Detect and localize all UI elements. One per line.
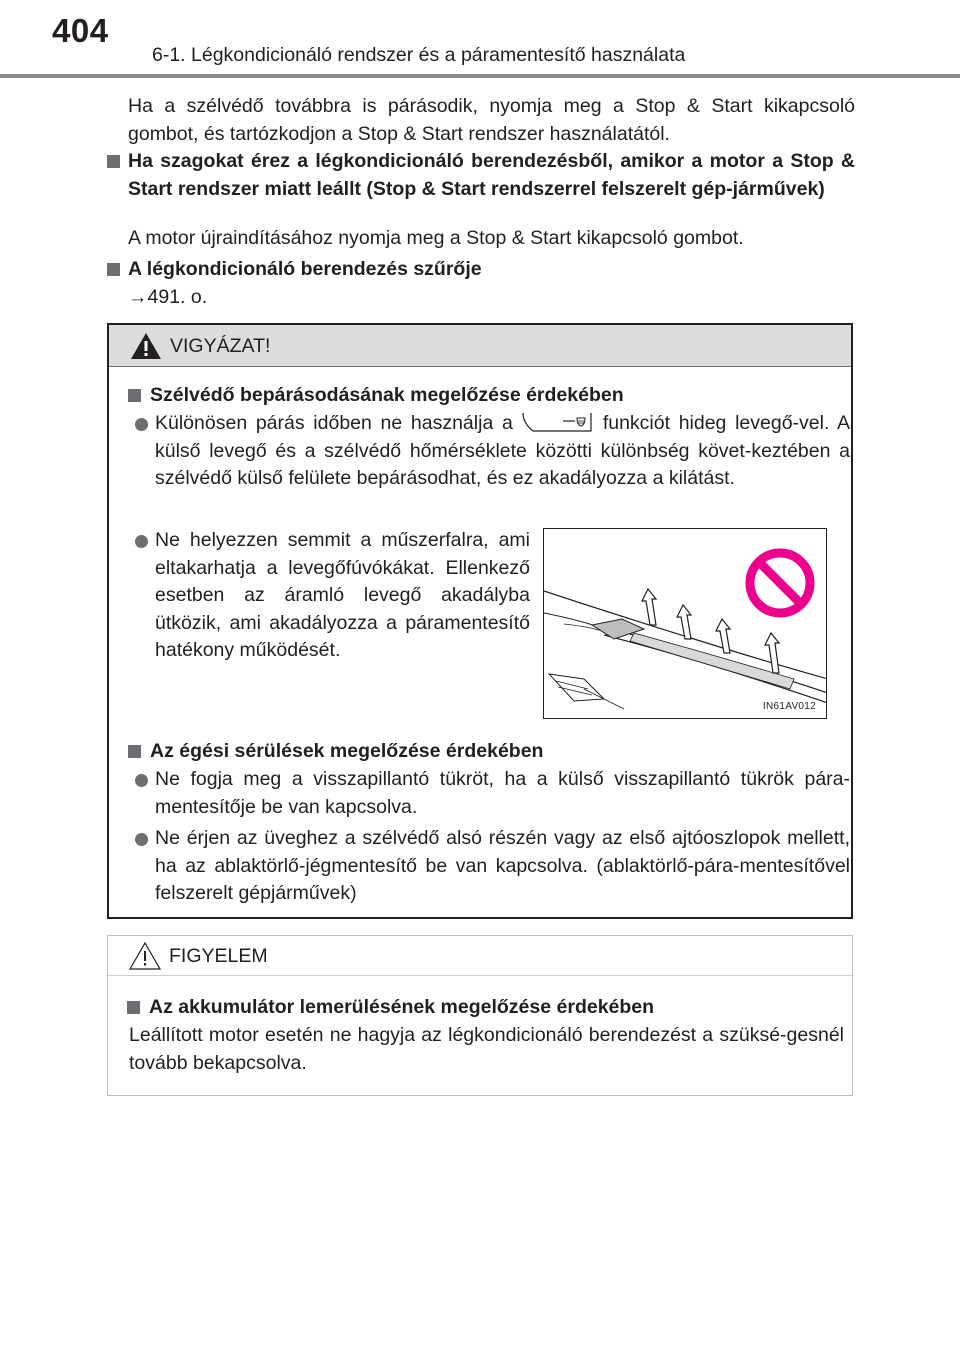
- prohibited-icon: [750, 553, 810, 613]
- item-text-before: Különösen párás időben ne használja a: [155, 412, 513, 434]
- dashboard-vents-drawing: [544, 529, 827, 719]
- round-bullet-icon: [135, 774, 148, 787]
- item-text: Ne fogja meg a visszapillantó tükröt, ha a külső visszapillantó tükrök pára-mentesítője be van kapcsolva.: [155, 768, 850, 818]
- item-text: Ne érjen az üveghez a szélvédő alsó részén vagy az első ajtóoszlopok mellett, ha az ablaktörlő-jégmentesítő be van kapcsolva. (ablaktörlő-pára-mentesítővel felszerelt gépjárművek): [155, 827, 850, 904]
- square-bullet-icon: [107, 155, 120, 168]
- notice-header: [108, 936, 852, 976]
- caution-item-glass: [155, 825, 850, 908]
- caution-group-heading-text: Szélvédő bepárásodásának megelőzése érdekében: [150, 384, 624, 406]
- header-divider: [0, 74, 960, 78]
- caution-item-defog: [155, 410, 850, 493]
- page-reference-link[interactable]: →491. o.: [128, 286, 208, 308]
- section-heading-filter: [128, 256, 855, 284]
- caution-header: [109, 325, 851, 367]
- notice-box: [107, 935, 853, 1096]
- notice-body: Leállított motor esetén ne hagyja az légkondicionáló berendezést a szüksé-gesnél tovább bekapcsolva.: [129, 1024, 844, 1074]
- item-text-after: funkciót hideg levegő-vel. A külső levegő és a szélvédő hőmérséklete közötti különbség követ-keztében a szélvédő külső felülete bepárásodhat, és ez akadályozza a kilátást.: [155, 412, 850, 489]
- caution-item-dashboard: [155, 527, 530, 665]
- section-heading-odor: [128, 148, 855, 203]
- figure-code: IN61AV012: [762, 701, 816, 712]
- square-bullet-icon: [107, 263, 120, 276]
- windshield-defog-key-icon: [521, 411, 595, 433]
- warning-triangle-outline-icon: [128, 941, 162, 971]
- page-number: 404: [52, 12, 109, 49]
- notice-heading-text: Az akkumulátor lemerülésének megelőzése érdekében: [149, 996, 655, 1018]
- caution-item-mirror: [155, 766, 850, 821]
- intro-paragraph: Ha a szélvédő továbbra is párásodik, nyomja meg a Stop & Start kikapcsoló gombot, és tartózkodjon a Stop & Start rendszer használatától.: [128, 95, 855, 145]
- square-bullet-icon: [128, 745, 141, 758]
- caution-group-heading-text: Az égési sérülések megelőzése érdekében: [150, 740, 544, 762]
- round-bullet-icon: [135, 418, 148, 431]
- dashboard-illustration: [543, 528, 827, 719]
- chapter-title: 6-1. Légkondicionáló rendszer és a páramentesítő használata: [152, 44, 686, 66]
- caution-group-heading-fog: [130, 382, 850, 410]
- round-bullet-icon: [135, 833, 148, 846]
- round-bullet-icon: [135, 535, 148, 548]
- warning-triangle-icon: [129, 331, 163, 361]
- section-heading-text: A légkondicionáló berendezés szűrője: [128, 258, 482, 280]
- caution-label: VIGYÁZAT!: [170, 335, 271, 357]
- section-body-odor: A motor újraindításához nyomja meg a Stop & Start kikapcsoló gombot.: [128, 227, 744, 249]
- square-bullet-icon: [127, 1001, 140, 1014]
- section-heading-text: Ha szagokat érez a légkondicionáló berendezésből, amikor a motor a Stop & Start rendszer miatt leállt (Stop & Start rendszerrel felszerelt gép-járművek): [128, 150, 855, 200]
- item-text: Ne helyezzen semmit a műszerfalra, ami eltakarhatja a levegőfúvókákat. Ellenkező esetben az áramló levegő akadályba ütközik, ami akadályozza a páramentesítő hatékony működését.: [155, 529, 530, 661]
- notice-label: FIGYELEM: [169, 945, 268, 967]
- notice-heading: [129, 994, 849, 1022]
- page-header: [0, 0, 960, 80]
- square-bullet-icon: [128, 389, 141, 402]
- caution-group-heading-burn: [130, 738, 850, 766]
